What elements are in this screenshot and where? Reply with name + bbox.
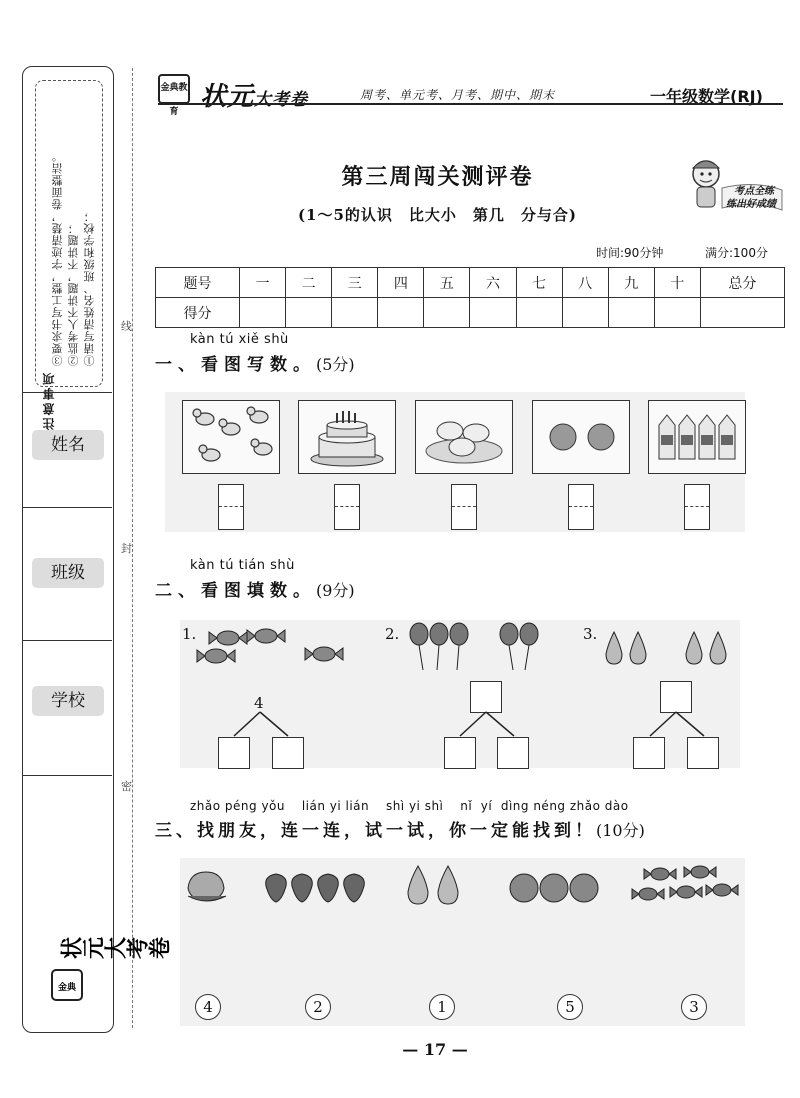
score-cell[interactable]: [424, 298, 470, 328]
full-score: 满分:100分: [705, 246, 768, 260]
candy-icon: [192, 622, 352, 672]
group-2-label: 2.: [385, 625, 400, 643]
section3-pinyin: zhǎo péng yǒu lián yi lián shì yi shì nǐ yí dìng néng zhǎo dào: [190, 799, 629, 813]
candy-icon: [630, 862, 740, 908]
note-line-1: ①请写清姓名、班级和学校；: [83, 210, 96, 366]
table-cell: 二: [286, 268, 332, 298]
answer-box[interactable]: [633, 737, 665, 769]
egg-icon: [416, 401, 512, 473]
strip-divider: [22, 775, 112, 776]
split-lines: [646, 712, 716, 738]
table-cell: 十: [654, 268, 700, 298]
cut-mark-line: 线: [121, 320, 132, 333]
score-cell[interactable]: [700, 298, 784, 328]
answer-box[interactable]: [334, 484, 360, 530]
given-total: 4: [254, 694, 264, 712]
score-cell[interactable]: [562, 298, 608, 328]
tagline: 周考、单元考、月考、期中、期末: [360, 88, 556, 102]
mascot-line-2: 练出好成绩: [726, 199, 776, 210]
strip-divider: [22, 507, 112, 508]
answer-box[interactable]: [451, 484, 477, 530]
section3-title: 三、找朋友，连一连，试一试，你一定能找到！(10分): [155, 821, 645, 841]
notes-heading: 注意事项: [42, 370, 56, 430]
peach-icon: [182, 866, 232, 904]
answer-box[interactable]: [444, 737, 476, 769]
table-cell: 题号: [156, 268, 240, 298]
strawberry-icon: [262, 866, 372, 906]
answer-box[interactable]: [218, 737, 250, 769]
table-cell: 三: [332, 268, 378, 298]
answer-box[interactable]: [218, 484, 244, 530]
name-field[interactable]: 姓名: [32, 430, 104, 460]
picture-milk-cartons: [648, 400, 746, 474]
table-cell: 得分: [156, 298, 240, 328]
picture-eggs: [415, 400, 513, 474]
section2-title: 二、看图填数。(9分): [155, 581, 355, 601]
page-subtitle: (1～5的认识 比大小 第几 分与合): [297, 206, 578, 224]
class-field[interactable]: 班级: [32, 558, 104, 588]
page-number: — 17 —: [402, 1040, 468, 1059]
group-3-label: 3.: [583, 625, 598, 643]
cake-icon: [299, 401, 395, 473]
note-line-2: ②监考人不讲题，不讲题；: [67, 222, 80, 366]
duck-icon: [183, 401, 279, 473]
exam-time: 时间:90分钟: [596, 246, 664, 260]
apple-icon: [506, 866, 606, 906]
answer-box[interactable]: [497, 737, 529, 769]
answer-box[interactable]: [272, 737, 304, 769]
score-table-score-row: [156, 298, 785, 328]
milk-carton-icon: [649, 401, 745, 473]
page-title: 第三周闯关测评卷: [341, 164, 534, 190]
table-cell: 四: [378, 268, 424, 298]
table-cell: 九: [608, 268, 654, 298]
section1-pinyin: kàn tú xiě shù: [190, 332, 289, 347]
picture-oranges: [532, 400, 630, 474]
pear-icon: [600, 624, 740, 668]
grade-label: 一年级数学(RJ): [650, 87, 763, 106]
school-field[interactable]: 学校: [32, 686, 104, 716]
score-cell[interactable]: [608, 298, 654, 328]
score-cell[interactable]: [516, 298, 562, 328]
number-circle[interactable]: 2: [305, 994, 331, 1020]
table-cell: 总分: [700, 268, 784, 298]
table-cell: 五: [424, 268, 470, 298]
number-circle[interactable]: 4: [195, 994, 221, 1020]
svg-text:金典: 金典: [57, 983, 77, 993]
answer-box[interactable]: [568, 484, 594, 530]
mascot-line-1: 考点全练: [734, 186, 774, 197]
number-circle[interactable]: 1: [429, 994, 455, 1020]
number-circle[interactable]: 3: [681, 994, 707, 1020]
answer-box[interactable]: [684, 484, 710, 530]
section2-pinyin: kàn tú tián shù: [190, 558, 295, 573]
brand-title: 状元大考卷: [200, 82, 309, 112]
picture-cake: [298, 400, 396, 474]
score-cell[interactable]: [654, 298, 700, 328]
side-brand-logo: [40, 820, 170, 1010]
score-cell[interactable]: [240, 298, 286, 328]
score-cell[interactable]: [378, 298, 424, 328]
answer-box[interactable]: [470, 681, 502, 713]
balloon-icon: [405, 620, 555, 672]
number-circle[interactable]: 5: [557, 994, 583, 1020]
table-cell: 七: [516, 268, 562, 298]
strip-divider: [22, 640, 112, 641]
split-lines: [230, 712, 300, 738]
table-cell: 六: [470, 268, 516, 298]
split-lines: [456, 712, 526, 738]
score-table-header-row: [156, 268, 785, 298]
strip-divider: [22, 392, 112, 393]
orange-icon: [533, 401, 629, 473]
section1-title: 一、看图写数。(5分): [155, 355, 355, 375]
table-cell: 八: [562, 268, 608, 298]
score-cell[interactable]: [332, 298, 378, 328]
group-1-label: 1.: [182, 625, 197, 643]
pear-icon: [400, 860, 470, 906]
score-cell[interactable]: [470, 298, 516, 328]
cut-mark-seal: 封: [121, 542, 132, 555]
score-cell[interactable]: [286, 298, 332, 328]
cut-mark-secret: 密: [121, 780, 132, 793]
note-line-3: ③要求书写工整，字迹清楚，卷面整洁。: [51, 150, 64, 366]
table-cell: 一: [240, 268, 286, 298]
answer-box[interactable]: [687, 737, 719, 769]
publisher-badge: 金典教育: [158, 74, 190, 104]
side-brand-text: 状元大考卷: [60, 937, 170, 963]
header-rule: [158, 103, 783, 105]
answer-box[interactable]: [660, 681, 692, 713]
picture-ducks: [182, 400, 280, 474]
score-table: [155, 267, 785, 328]
